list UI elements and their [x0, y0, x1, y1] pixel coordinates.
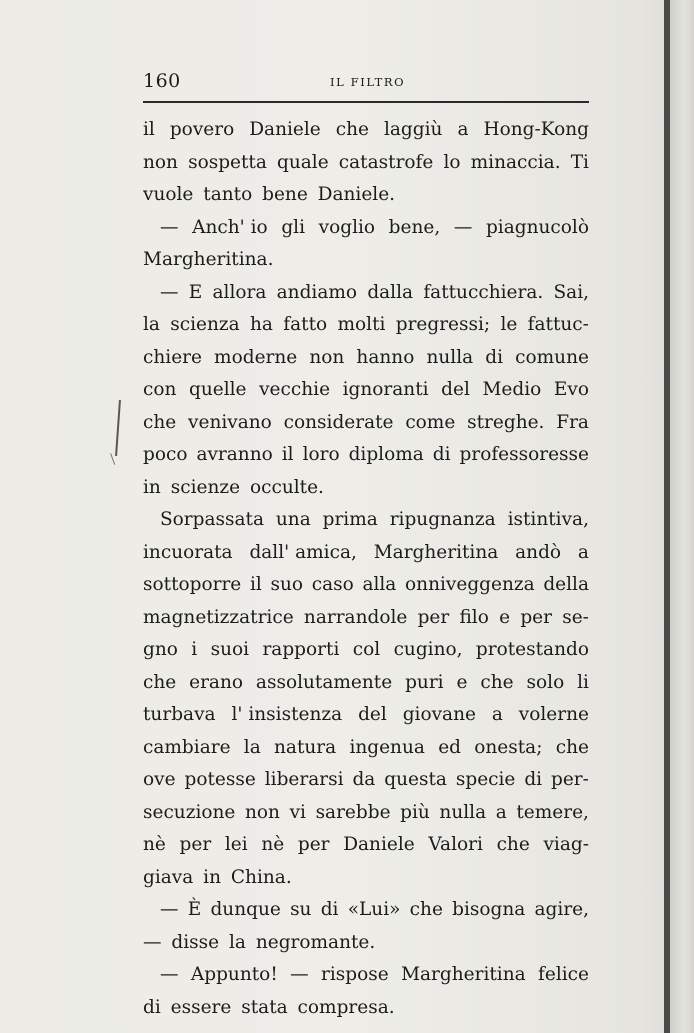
- word: Valori: [428, 834, 483, 855]
- word: allora: [212, 281, 267, 303]
- word: —: [160, 216, 179, 238]
- text-line: [143, 179, 589, 212]
- word: moderne: [214, 346, 298, 368]
- text-line: [143, 797, 589, 830]
- word: a: [457, 119, 469, 140]
- word: bene,: [388, 216, 441, 238]
- word: e: [456, 671, 468, 693]
- word: vuole: [143, 184, 194, 205]
- text-line: [143, 342, 589, 375]
- word: —: [290, 964, 309, 985]
- text-line: [143, 634, 589, 667]
- word: il: [143, 119, 155, 140]
- word: molti: [337, 314, 386, 335]
- word: li: [577, 671, 589, 693]
- word: sarebbe: [315, 801, 391, 823]
- word: di: [143, 996, 161, 1018]
- word: per: [520, 606, 552, 628]
- word: giovane: [402, 704, 476, 725]
- word: hanno: [356, 346, 415, 368]
- word: del: [358, 704, 387, 725]
- word: ha: [250, 314, 273, 335]
- word: filo: [459, 606, 489, 628]
- word: che: [480, 671, 514, 693]
- word: puri: [405, 671, 444, 693]
- word: turbava: [143, 704, 216, 725]
- word: giava: [143, 866, 194, 888]
- word: gno: [143, 639, 178, 660]
- word: povero: [169, 119, 235, 140]
- word: China.: [230, 866, 292, 888]
- word: a: [577, 541, 589, 563]
- text-line: [143, 309, 589, 342]
- word: natura: [274, 736, 337, 758]
- word: —: [160, 899, 179, 920]
- word: il: [249, 574, 262, 595]
- text-line: [143, 537, 589, 570]
- text-line: [143, 959, 589, 992]
- word: che: [143, 671, 177, 693]
- word: ripugnanza: [389, 509, 496, 530]
- word: potesse: [184, 769, 256, 790]
- word: del: [441, 379, 470, 400]
- word: essere: [170, 996, 232, 1018]
- word: caso: [311, 574, 354, 595]
- word: nulla: [439, 801, 487, 823]
- page-header: [143, 70, 589, 96]
- word: di: [320, 899, 339, 920]
- word: erano: [189, 671, 244, 693]
- word: venivano: [188, 411, 272, 433]
- text-line: [143, 699, 589, 732]
- word: loro: [302, 444, 340, 465]
- word: per: [179, 834, 212, 855]
- word: stata: [241, 996, 288, 1018]
- word: viag-: [543, 834, 589, 855]
- word: nè: [143, 834, 166, 855]
- word: Daniele: [249, 119, 321, 140]
- word: fattuc-: [527, 314, 589, 335]
- word: Medio: [482, 379, 542, 400]
- running-head: IL FILTRO: [330, 75, 406, 89]
- word: agire,: [534, 899, 589, 920]
- word: andiamo: [276, 281, 358, 303]
- word: suoi: [210, 639, 250, 660]
- word: —: [160, 964, 179, 985]
- word: fattucchiera.: [423, 281, 544, 303]
- word: rapporti: [262, 639, 340, 660]
- word: quale: [277, 151, 329, 173]
- word: lo: [443, 151, 461, 173]
- word: streghe.: [467, 411, 545, 433]
- word: minaccia.: [470, 151, 561, 173]
- word: specie: [455, 769, 516, 790]
- word: dalla: [367, 281, 414, 303]
- word: quelle: [189, 379, 247, 400]
- word: col: [352, 639, 381, 660]
- word: voglio: [318, 216, 376, 238]
- word: fatto: [283, 314, 328, 335]
- word: bisogna: [452, 899, 526, 920]
- text-line: [143, 569, 589, 602]
- text-line: [143, 407, 589, 440]
- word: incuorata: [143, 541, 233, 563]
- word: dall' amica,: [249, 541, 357, 563]
- word: felice: [538, 964, 589, 985]
- text-line: [143, 602, 589, 635]
- text-line: [143, 667, 589, 700]
- word: una: [275, 509, 311, 530]
- word: lei: [224, 834, 248, 855]
- text-line: [143, 244, 589, 277]
- word: secuzione: [143, 801, 236, 823]
- word: Sai,: [553, 281, 589, 303]
- word: pregressi;: [395, 314, 491, 335]
- word: ove: [143, 769, 176, 790]
- word: non: [309, 346, 345, 368]
- text-line: [143, 114, 589, 147]
- word: Ti: [570, 151, 589, 173]
- word: per: [417, 606, 450, 628]
- word: poco: [143, 444, 188, 465]
- word: scienze: [170, 476, 241, 498]
- word: da: [352, 769, 376, 790]
- word: liberarsi: [264, 769, 344, 790]
- text-line: [143, 147, 589, 180]
- word: onniveggenza: [405, 574, 535, 595]
- word: comune: [515, 346, 589, 368]
- word: Margheritina.: [143, 249, 274, 270]
- word: Appunto!: [190, 964, 278, 985]
- text-line: [143, 894, 589, 927]
- word: in: [203, 866, 222, 888]
- word: diploma: [348, 444, 424, 465]
- text-line: [143, 439, 589, 472]
- text-line: [143, 829, 589, 862]
- word: Fra: [556, 411, 589, 433]
- word: tanto: [203, 184, 253, 205]
- word: non: [245, 801, 280, 823]
- word: vi: [289, 801, 306, 823]
- word: È: [187, 899, 202, 920]
- word: della: [543, 574, 589, 595]
- word: sospetta: [188, 151, 267, 173]
- word: Margheritina: [401, 964, 526, 985]
- word: su: [290, 899, 312, 920]
- word: istintiva,: [507, 509, 589, 530]
- word: come: [405, 411, 456, 433]
- word: l' insistenza: [231, 704, 343, 725]
- text-line: [143, 764, 589, 797]
- word: piagnucolò: [485, 216, 589, 238]
- word: vecchie: [259, 379, 331, 400]
- word: alla: [362, 574, 397, 595]
- text-line: [143, 504, 589, 537]
- word: ingenua: [349, 736, 425, 758]
- word: considerate: [283, 411, 394, 433]
- word: Daniele.: [317, 184, 396, 205]
- word: onesta;: [474, 736, 543, 758]
- word: le: [500, 314, 518, 335]
- page-edge: [670, 0, 694, 1033]
- word: volerne: [518, 704, 589, 725]
- word: la: [243, 736, 261, 758]
- word: sottoporre: [143, 574, 242, 595]
- word: di: [485, 346, 504, 368]
- word: Anch' io: [192, 216, 268, 238]
- word: assolutamente: [255, 671, 393, 693]
- text-line: [143, 732, 589, 765]
- header-rule: [143, 101, 589, 103]
- word: Evo: [553, 379, 589, 400]
- word: se-: [562, 606, 589, 628]
- word: rispose: [321, 964, 389, 985]
- word: magnetizzatrice: [143, 606, 294, 628]
- word: e: [499, 606, 511, 628]
- word: cambiare: [143, 736, 231, 758]
- word: la: [143, 314, 160, 335]
- word: di: [524, 769, 543, 790]
- word: «Lui»: [347, 899, 401, 920]
- word: non: [143, 151, 178, 173]
- word: ignoranti: [342, 379, 429, 400]
- word: catastrofe: [338, 151, 434, 173]
- word: gli: [281, 216, 306, 238]
- word: —: [453, 216, 473, 238]
- word: che: [409, 899, 443, 920]
- body-text: [143, 114, 589, 1024]
- word: che: [143, 411, 177, 433]
- word: questa: [384, 769, 447, 790]
- margin-pencil-tick: [110, 451, 121, 465]
- word: professoresse: [459, 444, 589, 465]
- text-line: [143, 277, 589, 310]
- margin-pencil-mark: [115, 400, 121, 456]
- word: che: [335, 119, 369, 140]
- word: occulte.: [249, 476, 324, 498]
- word: nulla: [426, 346, 474, 368]
- text-line: [143, 927, 589, 960]
- word: Margheritina: [373, 541, 499, 563]
- word: suo: [270, 574, 304, 595]
- word: più: [400, 801, 430, 823]
- word: per: [297, 834, 330, 855]
- word: per-: [551, 769, 589, 790]
- word: bene: [262, 184, 308, 205]
- word: laggiù: [383, 119, 443, 140]
- word: nè: [261, 834, 285, 855]
- word: andò: [515, 541, 562, 563]
- text-line: [143, 472, 589, 505]
- word: a: [495, 801, 507, 823]
- text-line: [143, 374, 589, 407]
- word: compresa.: [297, 996, 395, 1018]
- word: Hong-Kong: [483, 119, 589, 140]
- word: disse: [171, 931, 220, 953]
- word: in: [143, 476, 161, 498]
- word: Daniele: [343, 834, 415, 855]
- word: che: [496, 834, 530, 855]
- word: negromante.: [255, 931, 376, 953]
- word: scienza: [170, 314, 240, 335]
- text-line: [143, 992, 589, 1025]
- word: prima: [322, 509, 378, 530]
- word: temere,: [516, 801, 589, 823]
- word: avranno: [196, 444, 273, 465]
- word: E: [188, 281, 203, 303]
- word: i: [191, 639, 198, 660]
- word: ed: [438, 736, 461, 758]
- word: —: [143, 931, 162, 953]
- word: —: [160, 281, 179, 303]
- word: chiere: [143, 346, 202, 368]
- word: che: [555, 736, 589, 758]
- word: narrandole: [303, 606, 408, 628]
- word: di: [432, 444, 451, 465]
- word: dunque: [210, 899, 281, 920]
- text-line: [143, 212, 589, 245]
- word: Sorpassata: [160, 509, 265, 530]
- word: cugino,: [393, 639, 463, 660]
- word: il: [281, 444, 294, 465]
- text-line: [143, 862, 589, 895]
- word: con: [143, 379, 177, 400]
- word: a: [491, 704, 503, 725]
- word: la: [228, 931, 246, 953]
- page-number: 160: [143, 70, 181, 92]
- word: protestando: [475, 639, 589, 660]
- word: solo: [526, 671, 565, 693]
